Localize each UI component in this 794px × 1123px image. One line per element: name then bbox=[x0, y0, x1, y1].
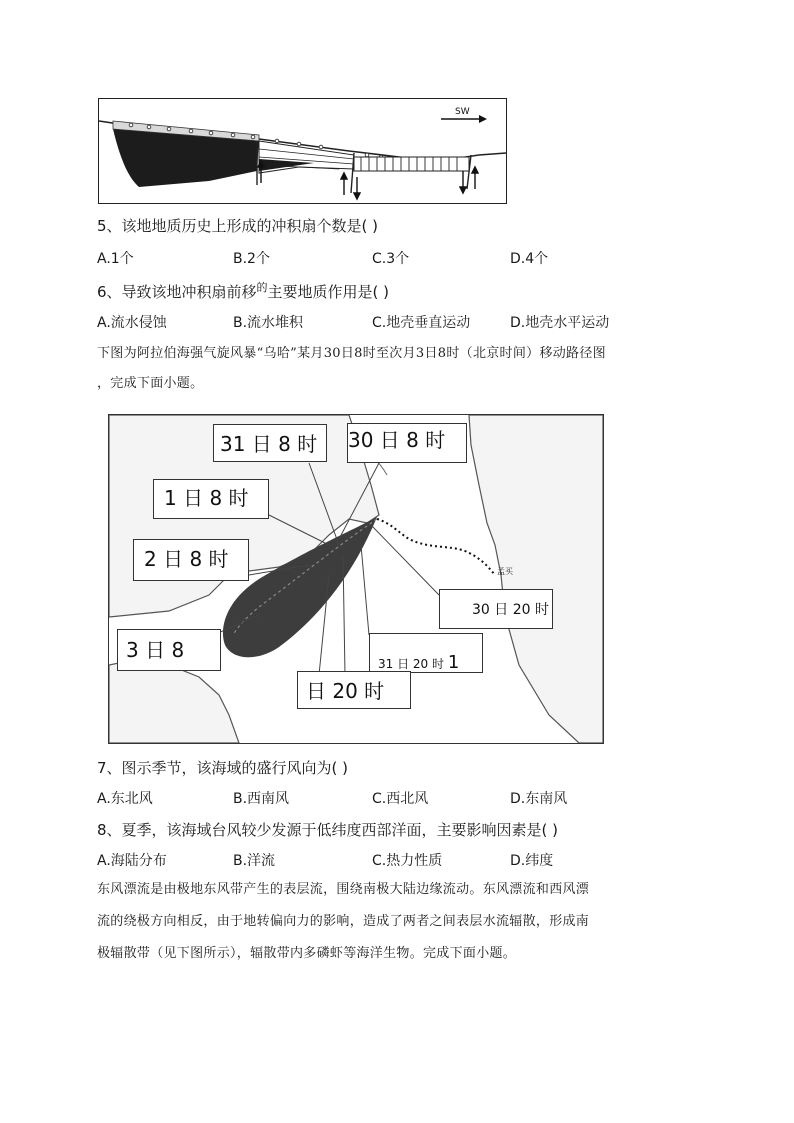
question-5-stem: 5、该地地质历史上形成的冲积扇个数是( ) bbox=[97, 217, 379, 235]
question-6-stem bbox=[97, 282, 389, 304]
sw-label: SW bbox=[455, 107, 470, 117]
intro-2-line-2: ，完成下面小题。 bbox=[97, 376, 204, 391]
question-6-option-b[interactable]: B.流水堆积 bbox=[233, 315, 304, 331]
question-6-stem-part2: 主要地质作用是( ) bbox=[267, 283, 390, 301]
cross-section-drawing bbox=[99, 99, 506, 203]
question-8-option-a[interactable]: A.海陆分布 bbox=[97, 853, 167, 869]
question-6-option-d[interactable]: D.地壳水平运动 bbox=[510, 315, 610, 331]
question-5-option-b[interactable]: B.2个 bbox=[233, 251, 270, 267]
question-5-option-c[interactable]: C.3个 bbox=[372, 251, 410, 267]
intro-3-line-1: 东风漂流是由极地东风带产生的表层流，围绕南极大陆边缘流动。东风漂流和西风漂 bbox=[97, 882, 590, 897]
question-7-stem: 7、图示季节，该海域的盛行风向为( ) bbox=[97, 759, 349, 777]
question-8-option-c[interactable]: C.热力性质 bbox=[372, 853, 443, 869]
question-6-option-a[interactable]: A.流水侵蚀 bbox=[97, 315, 167, 331]
question-6-stem-part1: 6、导致该地冲积扇前移 bbox=[97, 283, 257, 301]
map-label-2-8: 2 日 8 时 bbox=[133, 539, 249, 581]
map-label-30-20: 30 日 20 时 bbox=[439, 589, 553, 629]
map-label-3-8: 3 日 8 bbox=[117, 629, 221, 671]
cyclone-track-map bbox=[108, 414, 604, 744]
question-8-option-b[interactable]: B.洋流 bbox=[233, 853, 276, 869]
question-7-option-c[interactable]: C.西北风 bbox=[372, 791, 429, 807]
question-7-option-a[interactable]: A.东北风 bbox=[97, 791, 153, 807]
map-label-30-8: 30 日 8 时 bbox=[347, 423, 467, 463]
question-7-option-b[interactable]: B.西南风 bbox=[233, 791, 290, 807]
intro-3-line-3: 极辐散带（见下图所示），辐散带内多磷虾等海洋生物。完成下面小题。 bbox=[97, 946, 517, 961]
map-label-20: 日 20 时 bbox=[297, 671, 411, 709]
question-6-stem-sup: 的 bbox=[256, 281, 268, 294]
question-8-option-d[interactable]: D.纬度 bbox=[510, 853, 554, 869]
question-5-option-a[interactable]: A.1个 bbox=[97, 251, 134, 267]
map-label-31-20 bbox=[369, 633, 483, 673]
city-label-mumbai: 孟买 bbox=[497, 567, 513, 576]
cross-section-figure bbox=[98, 98, 507, 204]
intro-3-line-2: 流的绕极方向相反，由于地转偏向力的影响，造成了两者之间表层水流辐散，形成南 bbox=[97, 914, 590, 929]
map-label-1-8: 1 日 8 时 bbox=[153, 479, 269, 519]
map-label-31-8: 31 日 8 时 bbox=[213, 424, 327, 462]
question-7-option-d[interactable]: D.东南风 bbox=[510, 791, 568, 807]
question-8-stem: 8、夏季，该海域台风较少发源于低纬度西部洋面，主要影响因素是( ) bbox=[97, 821, 559, 839]
question-5-option-d[interactable]: D.4个 bbox=[510, 251, 549, 267]
map-label-31-20-text: 31 日 20 时 bbox=[378, 657, 444, 671]
intro-2-line-1: 下图为阿拉伯海强气旋风暴“乌哈”某月30日8时至次月3日8时（北京时间）移动路径图 bbox=[97, 346, 606, 361]
question-6-option-c[interactable]: C.地壳垂直运动 bbox=[372, 315, 471, 331]
map-label-31-20-suffix: 1 bbox=[447, 652, 460, 673]
